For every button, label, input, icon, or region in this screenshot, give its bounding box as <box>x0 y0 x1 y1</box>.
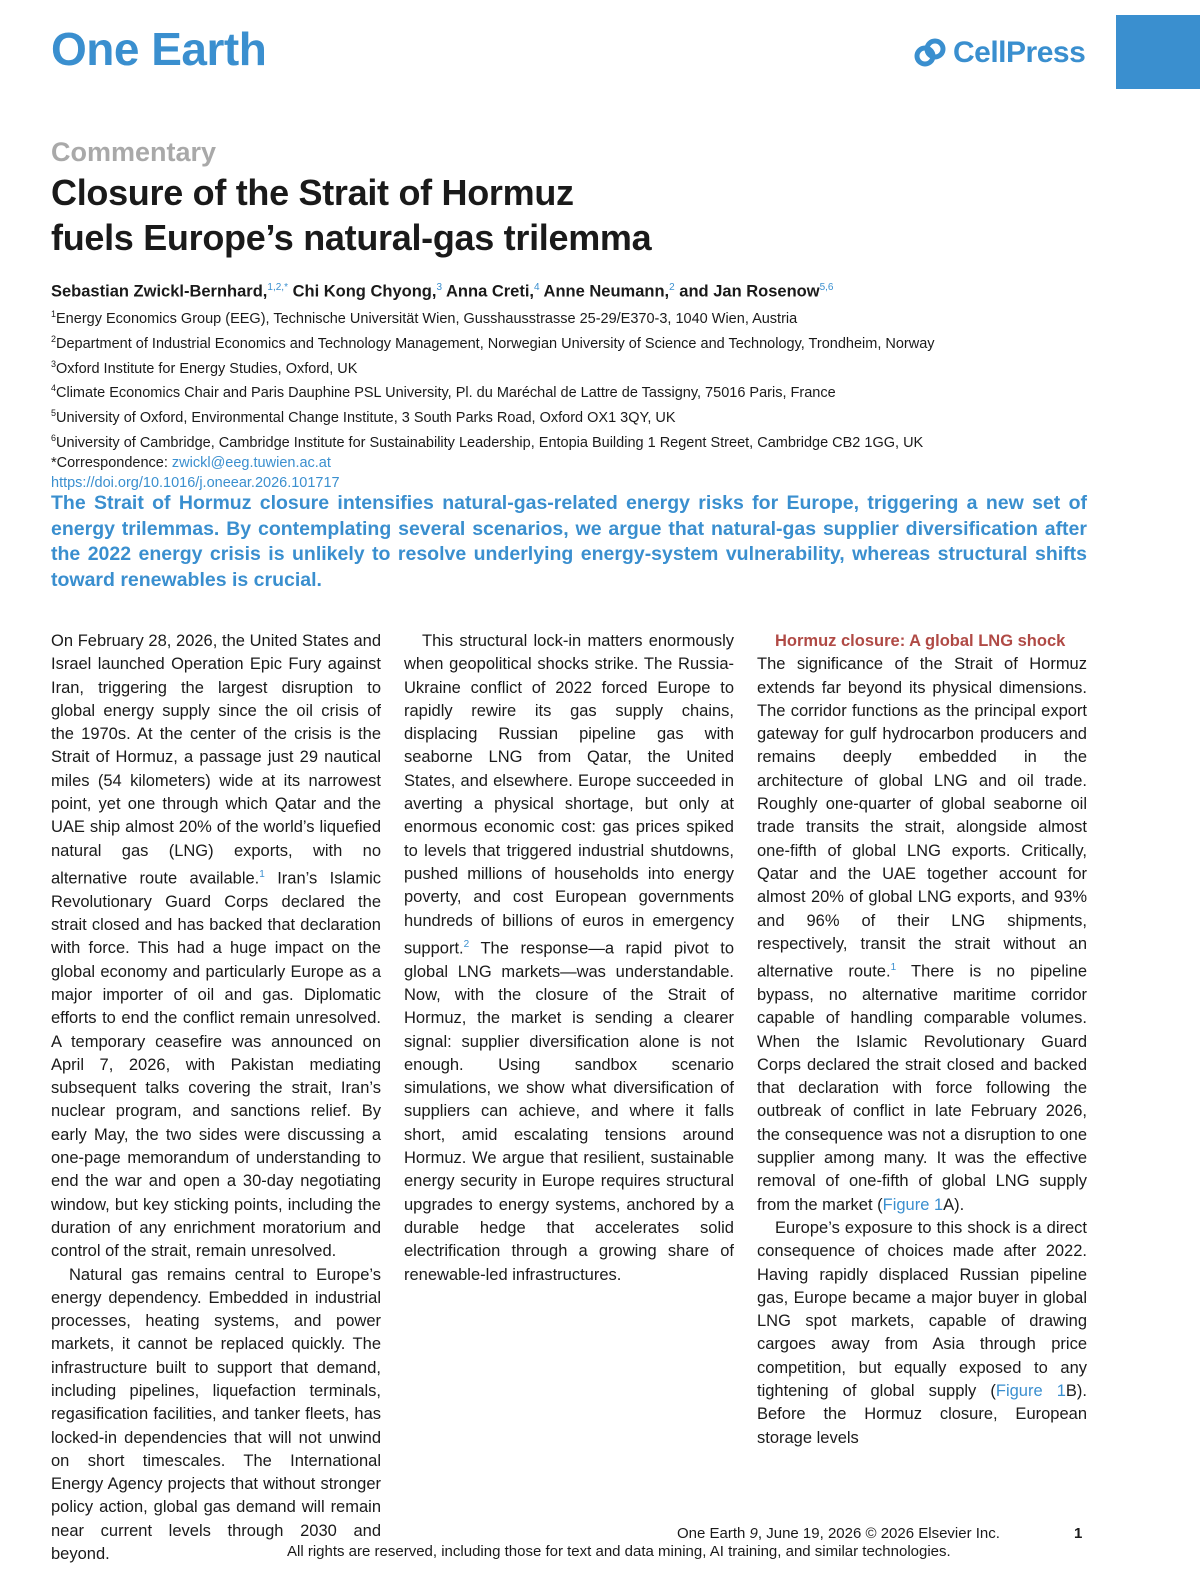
body-paragraph: The significance of the Strait of Hormuz extends far beyond its physical dimensions. The corridor functions as the principal export gateway for gulf hydrocarbon producers and remains deeply embedded in the architecture of global LNG and oil trade. Roughly one-quarter of global seaborne oil trade transits the strait, alongside almost one-fifth of global LNG exports. Critically, Qatar and the UAE together account for almost 20% of global LNG exports, and 93% and 96% of their LNG shipments, respectively, transit the strait without an alternative route.$^1$ There is no pipeline bypass, no alternative maritime corridor capable of handling comparable volumes. When the Islamic Revolutionary Guard Corps declared the strait closed and backed that declaration with force following the outbreak of conflict in late February 2026, the consequence was not a disruption to one supplier among many. It was the effective removal of one-fifth of global LNG supply from the market (Figure 1A). <box>757 655 1088 1214</box>
publisher-name: CellPress <box>953 36 1086 69</box>
author-name[interactable]: and Jan Rosenow <box>674 282 820 301</box>
title-line-2: fuels Europe’s natural-gas trilemma <box>51 217 652 258</box>
article-type: Commentary <box>51 137 217 167</box>
correspondence-email-link[interactable]: zwickl@eeg.tuwien.ac.at <box>171 454 331 471</box>
affiliations <box>51 304 1131 493</box>
footer-citation: One Earth 9, June 19, 2026 © 2026 Elsevier Inc. <box>677 1525 1000 1542</box>
cellpress-icon <box>913 38 947 68</box>
author-affiliation: 2 <box>669 282 675 293</box>
abstract: The Strait of Hormuz closure intensifies natural-gas-related energy risks for Europe, triggering a new set of energy trilemmas. By contemplating several scenarios, we argue that natural-gas supplier diversification after the 2022 energy crisis is unlikely to resolve underlying energy-system vulnerability, whereas structural shifts toward renewables is crucial. <box>51 492 1087 591</box>
author-affiliation: 4 <box>534 282 540 293</box>
figure-link[interactable]: Figure 1 <box>995 1382 1066 1400</box>
body-column-3 <box>757 630 1087 1450</box>
body-paragraph: Natural gas remains central to Europe’s energy dependency. Embedded in industrial processes, heating systems, and power markets, it cannot be replaced quickly. The infrastructure built to support that demand, including pipelines, liquefaction terminals, regasification facilities, and tanker fleets, has locked-in dependencies that will not unwind on short timescales. The International Energy Agency projects that without stronger policy action, global gas demand will remain near current levels through 2030 and beyond. <box>51 1265 381 1564</box>
author-affiliation: 3 <box>436 282 443 293</box>
publisher-logo <box>913 36 1085 70</box>
journal-name: One Earth <box>51 23 267 75</box>
section-heading: Hormuz closure: A global LNG shock <box>775 632 1066 650</box>
affiliation-item: $^2$Department of Industrial Economics and Technology Management, Norwegian University of Science and Technology, Trondheim, Norway <box>51 333 935 352</box>
article-title <box>51 170 951 260</box>
affiliation-item: $^4$Climate Economics Chair and Paris Dauphine PSL University, Pl. du Maréchal de Lattre de Tassigny, 75016 Paris, France <box>51 383 836 402</box>
header-accent-block <box>1116 15 1200 89</box>
reference-link[interactable]: 2 <box>463 938 470 950</box>
affiliation-item: $^1$Energy Economics Group (EEG), Technische Universität Wien, Gusshausstrasse 25-29/E370-3, 1040 Wien, Austria <box>51 309 798 327</box>
body-column-2 <box>404 630 734 1287</box>
reference-link[interactable]: 1 <box>890 962 897 974</box>
affiliation-item: $^5$University of Oxford, Environmental Change Institute, 3 South Parks Road, Oxford OX1 3QY, UK <box>51 408 676 427</box>
author-affiliation: 5,6 <box>819 282 834 293</box>
title-line-1: Closure of the Strait of Hormuz <box>51 172 574 213</box>
body-paragraph: This structural lock-in matters enormously when geopolitical shocks strike. The Russia-Ukraine conflict of 2022 forced Europe to rapidly rewire its gas supply chains, displacing Russian pipeline gas with seaborne LNG from Qatar, the United States, and elsewhere. Europe succeeded in averting a physical shortage, but only at enormous economic cost: gas prices spiked to levels that triggered industrial shutdowns, pushed millions of households into energy poverty, and cost European governments hundreds of billions of euros in emergency support.$^2$ The response—a rapid pivot to global LNG markets—was understandable. Now, with the closure of the Strait of Hormuz, the market is sending a clearer signal: supplier diversification alone is not enough. Using sandbox scenario simulations, we show what diversification of suppliers can achieve, and where it falls short, amid escalating tensions around Hormuz. We argue that resilient, sustainable energy security in Europe requires structural upgrades to energy systems, anchored by a durable hedge that accelerates solid electrification through a growing share of renewable-led infrastructures. <box>404 632 734 1284</box>
author-list <box>51 282 833 302</box>
body-paragraph: Europe’s exposure to this shock is a direct consequence of choices made after 2022. Having rapidly displaced Russian pipeline gas, Europe became a major buyer in global LNG spot markets, capable of drawing cargoes away from Asia through price competition, but equally exposed to any tightening of global supply (Figure 1B). Before the Hormuz closure, European storage levels <box>757 1218 1087 1447</box>
reference-link[interactable]: 1 <box>259 868 265 880</box>
author-affiliation: 1,2,* <box>267 282 288 293</box>
affiliation-item: $^6$University of Cambridge, Cambridge Institute for Sustainability Leadership, Entopia Building 1 Regent Street, Cambridge CB2 1GG, UK <box>51 433 924 451</box>
correspondence: *Correspondence: zwickl@eeg.tuwien.ac.at <box>51 454 331 471</box>
author-name[interactable]: Chi Kong Chyong, <box>287 282 437 301</box>
figure-link[interactable]: Figure 1 <box>882 1195 944 1214</box>
page-number: 1 <box>1074 1525 1083 1542</box>
author-name[interactable]: Anne Neumann, <box>539 282 670 301</box>
body-paragraph: On February 28, 2026, the United States and Israel launched Operation Epic Fury against Iran, triggering the largest disruption to global energy supply since the oil crisis of the 1970s. At the center of the crisis is the Strait of Hormuz, a passage just 29 nautical miles (54 kilometers) wide at its narrowest point, yet one through which Qatar and the UAE ship almost 20% of the world’s liquefied natural gas (LNG) exports, with no alternative route available.$^1$ Iran’s Islamic Revolutionary Guard Corps declared the strait closed and has backed that declaration with force. This had a huge impact on the global economy and particularly Europe as a major importer of oil and gas. Diplomatic efforts to end the conflict remain unresolved. A temporary ceasefire was announced on April 7, 2026, with Pakistan mediating subsequent talks covering the strait, Iran’s nuclear program, and sanctions relief. By early May, the two sides were discussing a one-page memorandum of understanding to end the war and open a 30-day negotiating window, but key sticking points, including the duration of any enrichment moratorium and control of the strait, remain unresolved. <box>51 632 381 1261</box>
author-name[interactable]: Sebastian Zwickl-Bernhard, <box>51 282 268 301</box>
doi-link[interactable]: https://doi.org/10.1016/j.oneear.2026.101717 <box>51 474 340 491</box>
affiliation-item: $^3$Oxford Institute for Energy Studies, Oxford, UK <box>51 358 358 377</box>
body-column-1 <box>51 630 381 1566</box>
author-name[interactable]: Anna Creti, <box>442 282 535 301</box>
rights-statement: All rights are reserved, including those for text and data mining, AI training, and similar technologies. <box>287 1543 951 1560</box>
